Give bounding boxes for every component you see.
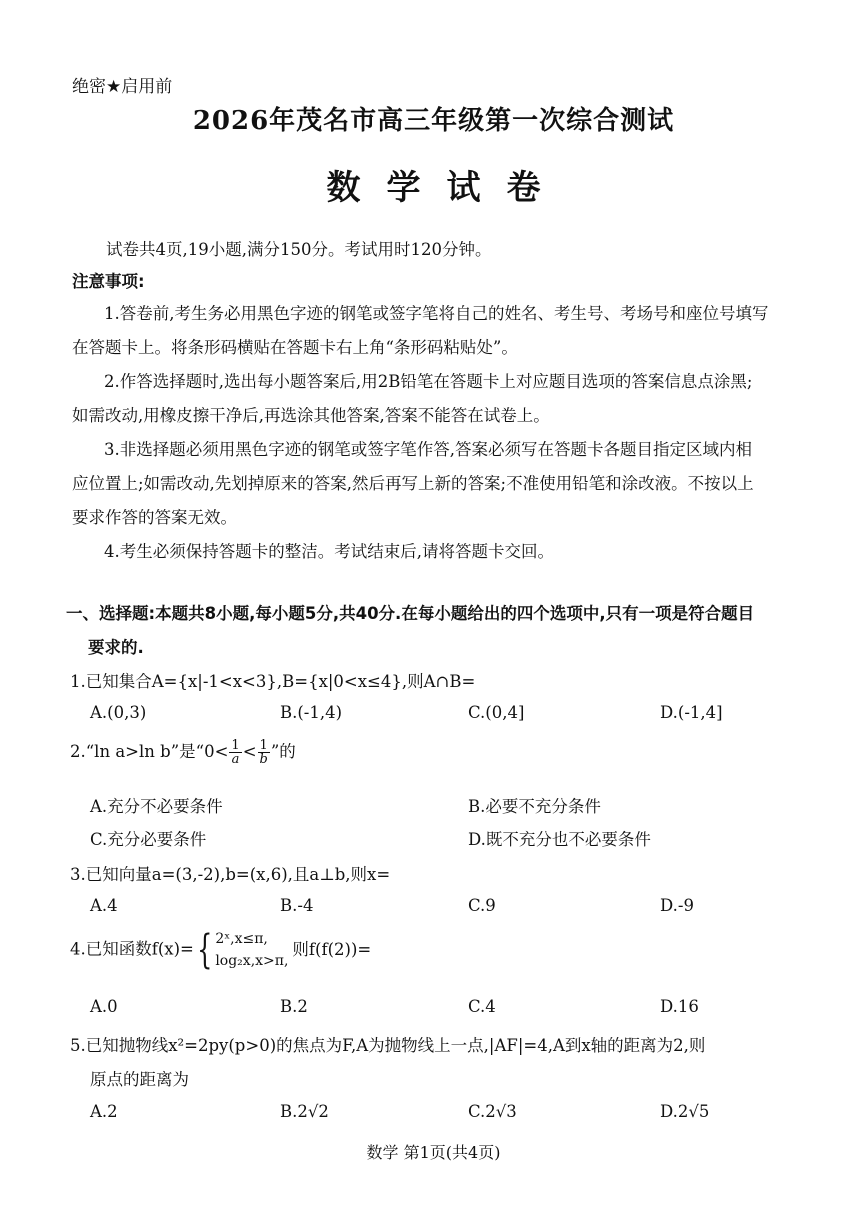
note-line: 1.答卷前,考生务必用黑色字迹的钢笔或签字笔将自己的姓名、考生号、考场号和座位号填写 [104, 304, 769, 323]
question-2-stem-start: 2.“ln a>ln b”是“0< [70, 742, 229, 761]
question-5-stem: 5.已知抛物线x²=2py(p>0)的焦点为F,A为抛物线上一点,|AF|=4,A到x轴的距离为2,则 [70, 1036, 706, 1055]
note-line: 3.非选择题必须用黑色字迹的钢笔或签字笔作答,答案必须写在答题卡各题目指定区域内相 [104, 440, 752, 459]
note-line: 2.作答选择题时,选出每小题答案后,用2B铅笔在答题卡上对应题目选项的答案信息点涂黑; [104, 372, 753, 391]
fraction-1-over-a: $\frac{1}{a}$ [231, 738, 240, 767]
question-1-option-d: D.(-1,4] [660, 703, 723, 722]
case-2: log₂x,x>π, [215, 953, 289, 969]
question-3-option-b: B.-4 [280, 896, 314, 915]
question-4-stem-start: 4.已知函数f(x)= [70, 939, 194, 959]
question-3-stem: 3.已知向量a=(3,-2),b=(x,6),且a⊥b,则x= [70, 865, 391, 884]
section-heading-cont: 要求的. [88, 638, 144, 657]
question-3-option-c: C.9 [468, 896, 496, 915]
question-5-option-b: B.2√2 [280, 1102, 329, 1121]
exam-subject-title: 数学试卷 [326, 168, 567, 208]
case-1: 2ˣ,x≤π, [215, 931, 268, 947]
question-1-option-a: A.(0,3) [90, 703, 147, 722]
piecewise-cases [215, 928, 288, 972]
question-4-option-b: B.2 [280, 997, 308, 1016]
question-4-stem [70, 928, 371, 972]
question-2-option-a: A.充分不必要条件 [90, 797, 223, 816]
question-4-stem-end: 则f(f(2))= [292, 939, 372, 959]
question-5-stem-cont: 原点的距离为 [90, 1070, 189, 1089]
question-5-option-c: C.2√3 [468, 1102, 517, 1121]
note-line: 在答题卡上。将条形码横贴在答题卡右上角“条形码粘贴处”。 [72, 338, 518, 357]
question-5-option-a: A.2 [90, 1102, 118, 1121]
question-1-option-b: B.(-1,4) [280, 703, 343, 722]
notes-heading: 注意事项: [72, 272, 145, 291]
question-3-option-d: D.-9 [660, 896, 694, 915]
fraction-1-over-b: $\frac{1}{b}$ [259, 738, 268, 767]
question-4-option-d: D.16 [660, 997, 699, 1016]
note-line: 应位置上;如需改动,先划掉原来的答案,然后再写上新的答案;不准使用铅笔和涂改液。不按以上 [72, 474, 754, 493]
question-3-option-a: A.4 [90, 896, 118, 915]
note-line: 如需改动,用橡皮擦干净后,再选涂其他答案,答案不能答在试卷上。 [72, 406, 550, 425]
question-4-option-a: A.0 [90, 997, 118, 1016]
question-1-option-c: C.(0,4] [468, 703, 525, 722]
note-line: 4.考生必须保持答题卡的整洁。考试结束后,请将答题卡交回。 [104, 542, 554, 561]
section-heading: 一、选择题:本题共8小题,每小题5分,共40分.在每小题给出的四个选项中,只有一项是符合题目 [66, 604, 755, 623]
piecewise-brace: { [196, 927, 213, 973]
question-2-option-d: D.既不充分也不必要条件 [468, 830, 651, 849]
confidential-label: 绝密★启用前 [72, 77, 173, 97]
question-4-option-c: C.4 [468, 997, 496, 1016]
exam-intro: 试卷共4页,19小题,满分150分。考试用时120分钟。 [106, 240, 492, 259]
question-2-option-c: C.充分必要条件 [90, 830, 207, 849]
page-footer: 数学 第1页(共4页) [366, 1143, 501, 1162]
question-2-option-b: B.必要不充分条件 [468, 797, 601, 816]
question-2-stem: 2.“ln a>ln b”是“0< $\frac{1}{a}$ < $\frac{1}{b}$ ”的 [70, 738, 296, 767]
question-2-stem-end: ”的 [270, 742, 296, 761]
question-5-option-d: D.2√5 [660, 1102, 710, 1121]
note-line: 要求作答的答案无效。 [72, 508, 237, 527]
exam-title: 2026年茂名市高三年级第一次综合测试 [192, 106, 675, 136]
question-1-stem: 1.已知集合A={x|-1<x<3},B={x|0<x≤4},则A∩B= [70, 672, 476, 691]
